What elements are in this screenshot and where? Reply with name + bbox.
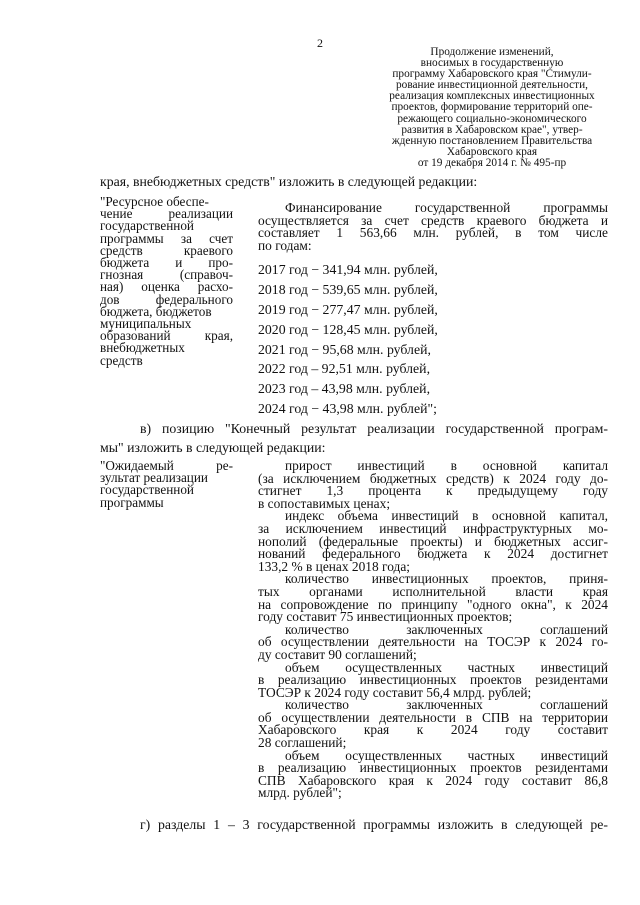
header-line: режающего социально-экономического (397, 112, 587, 125)
result-text-line: тых органами исполнительной власти края (258, 583, 608, 599)
header-line: вносимых в государственную (420, 57, 564, 70)
resource-text-line: по годам: (258, 237, 312, 253)
header-line: программу Хабаровского края "Стимули- (392, 68, 592, 81)
result-text-line: объем осуществленных частных инвестиций (285, 747, 608, 763)
paragraph-g (100, 815, 608, 834)
result-text-line: об осуществлении деятельности на ТОСЭР к 2024 го- (258, 634, 608, 650)
result-text-line: индекс объема инвестиций в основной капитал, (285, 508, 608, 524)
result-text-line: Хабаровского края к 2024 году составит (258, 722, 608, 738)
year-line: 2024 год − 43,98 млн. рублей"; (258, 401, 437, 417)
result-text (258, 460, 608, 800)
result-text-line: количество заключенных соглашений (285, 697, 608, 713)
result-text-line: прирост инвестиций в основной капитал (285, 458, 608, 473)
result-text-line: нополий (федеральные проекты) и бюджетных ассиг- (258, 533, 608, 549)
result-text-line: количество инвестиционных проектов, приня- (285, 571, 608, 587)
resource-label-line: муниципальных (100, 316, 192, 332)
page-number: 2 (317, 36, 323, 50)
year-line: 2020 год − 128,45 млн. рублей, (258, 321, 438, 337)
result-text-line: млрд. рублей"; (258, 785, 342, 801)
result-text-line: об осуществлении деятельности в СПВ на территории (258, 709, 608, 725)
result-label (100, 460, 233, 509)
result-text-line: нований федерального бюджета к 2024 достигнет (258, 546, 608, 562)
result-text-line: стигнет 1,3 процента к предыдущему году (258, 483, 608, 499)
year-line: 2023 год – 43,98 млн. рублей, (258, 381, 431, 397)
header-line: жденную постановлением Правительства (391, 134, 593, 147)
result-text-line: на сопровождение по принципу "одного окна", к 2024 (258, 596, 608, 612)
paragraph-line: в) позицию "Конечный результат реализации государственной програм- (140, 421, 608, 436)
year-line: 2021 год − 95,68 млн. рублей, (258, 341, 431, 357)
result-text-line: в реализацию инвестиционных проектов резидентами (258, 672, 608, 688)
result-text-line: в реализацию инвестиционных проектов резидентами (258, 760, 608, 776)
header-line: развития в Хабаровском крае", утвер- (401, 123, 583, 136)
result-label-line: "Ожидаемый ре- (100, 458, 233, 473)
result-text-line: объем осуществленных частных инвестиций (285, 659, 608, 675)
year-line: 2019 год − 277,47 млн. рублей, (258, 301, 438, 317)
resource-label-line: государственной (100, 218, 194, 234)
year-line: 2022 год – 92,51 млн. рублей, (258, 361, 431, 377)
intro-line: края, внебюджетных средств" изложить в следующей редакции: (100, 174, 478, 189)
result-text-line: количество заключенных соглашений (285, 621, 608, 637)
resource-text-line: Финансирование государственной программы (285, 200, 608, 215)
resource-label-line: образований края, (100, 328, 233, 344)
resource-label-line: внебюджетных (100, 340, 185, 356)
result-label-line: программы (100, 494, 164, 510)
resource-label-line: ная) оценка расхо- (100, 279, 233, 295)
result-text-line: СПВ Хабаровского края к 2024 году составит 86,8 (258, 772, 608, 788)
paragraph-v (100, 419, 608, 457)
year-line: 2017 год − 341,94 млн. рублей, (258, 262, 438, 277)
result-label-line: зультат реализации (100, 470, 208, 486)
result-text-line: за исключением инвестиций инфраструктурных мо- (258, 520, 608, 536)
resource-text-line: составляет 1 563,66 млн. рублей, в том числе (258, 225, 608, 241)
resource-label-line: средств краевого (100, 242, 233, 258)
header-line: Хабаровского края (446, 145, 538, 158)
header-line: рование инвестиционной деятельности, (396, 79, 588, 92)
resource-label-line: чение реализации (100, 206, 233, 222)
year-list (258, 260, 438, 419)
header-line: реализация комплексных инвестиционных (389, 90, 595, 103)
result-label-line: государственной (100, 482, 194, 498)
result-text-line: ду составит 90 соглашений; (258, 646, 417, 662)
resource-text (258, 202, 608, 252)
resource-label-line: дов федерального (100, 291, 233, 307)
header-line: проектов, формирование территорий опе- (391, 101, 593, 114)
resource-label-line: средств (100, 352, 143, 368)
resource-label-line: бюджета и про- (100, 255, 233, 271)
resource-label-line: бюджета, бюджетов (100, 303, 212, 319)
result-text-line: в сопоставимых ценах; (258, 495, 391, 511)
resource-label-line: гнозная (справоч- (100, 267, 233, 283)
result-text-line: (за исключением бюджетных средств) к 2024 году до- (258, 470, 608, 486)
resource-label-line: "Ресурсное обеспе- (100, 194, 209, 209)
header-line: Продолжение изменений, (430, 46, 554, 58)
document-header (372, 47, 612, 169)
resource-text-line: осуществляется за счет средств краевого бюджета и (258, 212, 608, 228)
year-line: 2018 год − 539,65 млн. рублей, (258, 281, 438, 297)
resource-label-line: программы за счет (100, 230, 233, 246)
header-line: от 19 декабря 2014 г. № 495-пр (417, 156, 567, 169)
result-text-line: ТОСЭР к 2024 году составит 56,4 млрд. рублей; (258, 684, 532, 700)
paragraph-line: мы" изложить в следующей редакции: (100, 440, 326, 455)
result-text-line: 133,2 % в ценах 2018 года; (258, 558, 410, 574)
paragraph-line: г) разделы 1 – 3 государственной программы изложить в следующей ре- (140, 817, 608, 832)
result-text-line: 28 соглашений; (258, 735, 347, 751)
result-text-line: году составит 75 инвестиционных проектов; (258, 609, 513, 625)
resource-label (100, 196, 233, 367)
